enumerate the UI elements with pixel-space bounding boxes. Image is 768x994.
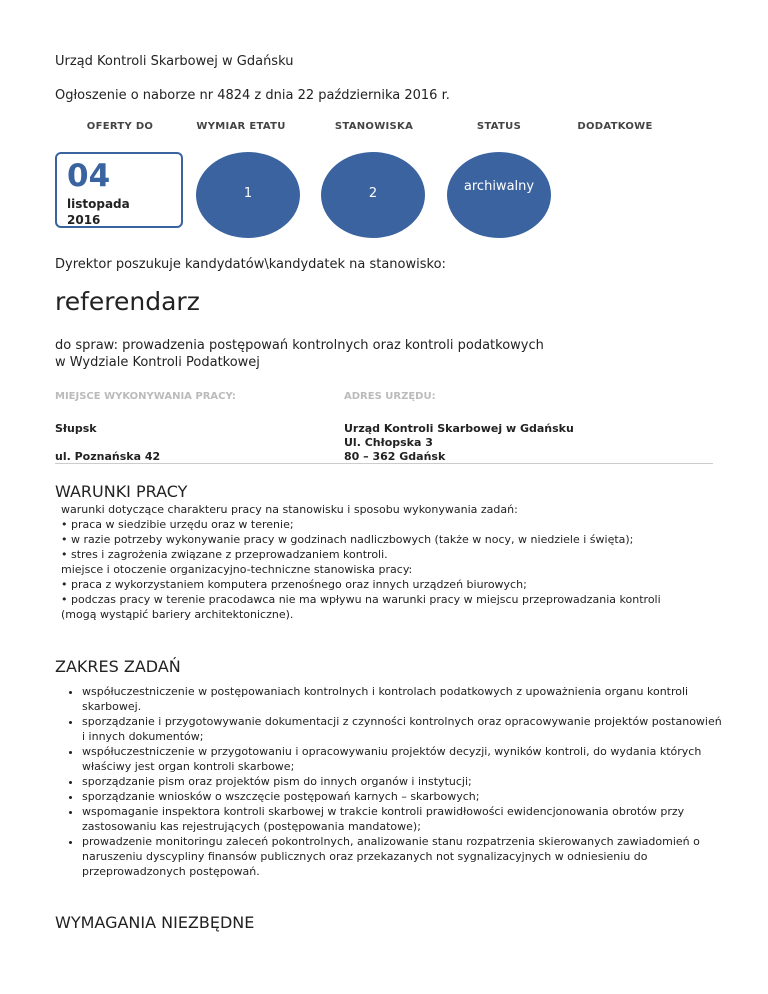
deadline-month: listopada: [67, 197, 130, 211]
deadline-date-box: [55, 152, 183, 228]
list-item: • sporządzanie wniosków o wszczęcie postępowań karnych – skarbowych;: [82, 789, 722, 804]
conditions-text: [61, 502, 741, 622]
list-item: • wspomaganie inspektora kontroli skarbowej w trakcie kontroli prawidłowości ewidencjonowania obrotów przy zastosowaniu kas rejestrujących (postępowania mandatowe);: [82, 804, 722, 834]
conditions-line: • praca w siedzibie urzędu oraz w terenie;: [61, 518, 294, 531]
position-title: referendarz: [55, 287, 200, 316]
list-item: • współuczestniczenie w postępowaniach kontrolnych i kontrolach podatkowych z upoważnienia organu kontroli skarbowej.: [82, 684, 722, 714]
deadline-year: 2016: [67, 213, 101, 227]
location-street: ul. Poznańska 42: [55, 450, 161, 463]
tasks-list: [72, 684, 722, 879]
status-value: archiwalny: [463, 179, 535, 194]
conditions-line: • w razie potrzeby wykonywanie pracy w godzinach nadliczbowych (także w nocy, w niedziele i święta);: [61, 533, 634, 546]
header-wymiar-etatu: WYMIAR ETATU: [196, 121, 286, 132]
list-item: • sporządzanie pism oraz projektów pism do innych organów i instytucji;: [82, 774, 722, 789]
conditions-line: (mogą wystąpić bariery architektoniczne).: [61, 608, 294, 621]
list-item: • współuczestniczenie w przygotowaniu i opracowywaniu projektów decyzji, wyników kontroli, do wydania których właściwy jest organ kontroli skarbowe;: [82, 744, 722, 774]
office-address-street: Ul. Chłopska 3: [344, 436, 433, 449]
conditions-line: • praca z wykorzystaniem komputera przenośnego oraz innych urządzeń biurowych;: [61, 578, 527, 591]
etat-value: 1: [243, 186, 253, 201]
etat-circle: [196, 152, 300, 238]
tasks-heading: ZAKRES ZADAŃ: [55, 657, 181, 676]
conditions-heading: WARUNKI PRACY: [55, 482, 188, 501]
list-item: • sporządzanie i przygotowywanie dokumentacji z czynności kontrolnych oraz opracowywanie projektów postanowień i innych dokumentów;: [82, 714, 722, 744]
header-oferty-do: OFERTY DO: [86, 121, 154, 132]
office-address-name: Urząd Kontroli Skarbowej w Gdańsku: [344, 422, 574, 435]
divider: [55, 463, 713, 464]
deadline-day: 04: [67, 158, 111, 194]
location-city: Słupsk: [55, 422, 97, 435]
stanowiska-circle: [321, 152, 425, 238]
office-name: Urząd Kontroli Skarbowej w Gdańsku: [55, 54, 294, 69]
stanowiska-value: 2: [368, 186, 378, 201]
conditions-line: warunki dotyczące charakteru pracy na stanowisku i sposobu wykonywania zadań:: [61, 503, 518, 516]
conditions-line: • podczas pracy w terenie pracodawca nie ma wpływu na warunki pracy w miejscu przeprowadzania kontroli: [61, 593, 661, 606]
location-label: MIEJSCE WYKONYWANIA PRACY:: [55, 391, 236, 402]
intro-text: Dyrektor poszukuje kandydatów\kandydatek na stanowisko:: [55, 257, 446, 272]
announcement: Ogłoszenie o naborze nr 4824 z dnia 22 października 2016 r.: [55, 88, 450, 103]
requirements-heading: WYMAGANIA NIEZBĘDNE: [55, 913, 255, 932]
conditions-line: • stres i zagrożenia związane z przeprowadzaniem kontroli.: [61, 548, 388, 561]
status-circle: [447, 152, 551, 238]
list-item: • prowadzenie monitoringu zaleceń pokontrolnych, analizowanie stanu rozpatrzenia skierowanych zawiadomień o naruszeniu dyscypliny finansów publicznych oraz przekazanych not sygnalizacyjnych w odniesieniu do przeprowadzonych postępowań.: [82, 834, 722, 879]
header-dodatkowe: DODATKOWE: [577, 121, 653, 132]
address-label: ADRES URZĘDU:: [344, 391, 436, 402]
conditions-line: miejsce i otoczenie organizacyjno-techniczne stanowiska pracy:: [61, 563, 413, 576]
office-address-city: 80 – 362 Gdańsk: [344, 450, 446, 463]
header-status: STATUS: [476, 121, 522, 132]
header-stanowiska: STANOWISKA: [334, 121, 414, 132]
position-desc-2: w Wydziale Kontroli Podatkowej: [55, 355, 260, 370]
position-desc-1: do spraw: prowadzenia postępowań kontrolnych oraz kontroli podatkowych: [55, 338, 544, 353]
